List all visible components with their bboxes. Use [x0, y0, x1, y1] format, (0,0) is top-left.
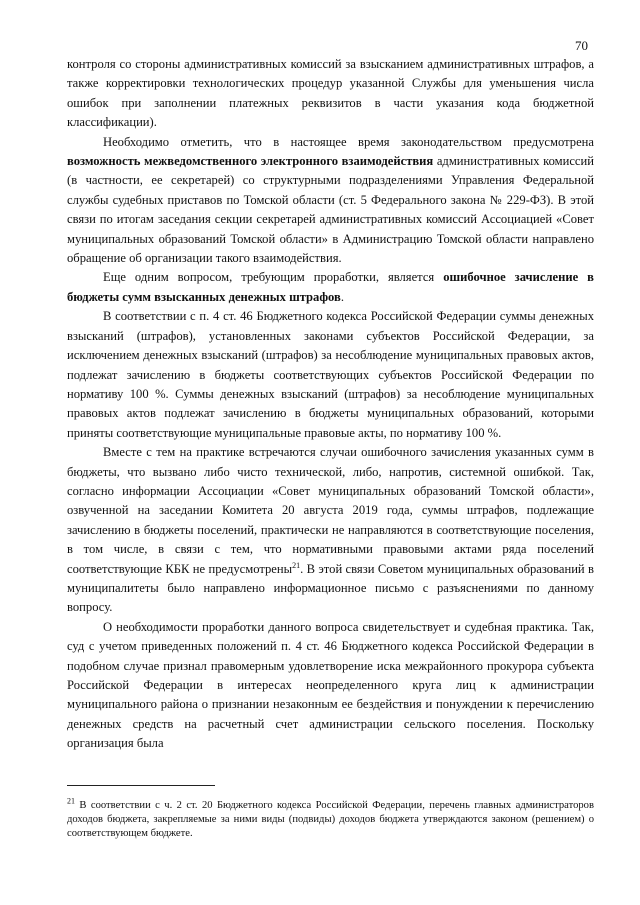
- paragraph-5-lead: Вместе с тем на практике встречаются случаи ошибочного зачисления указанных сумм в бюджеты, что вызвано либо чисто технической, либо, напротив, системной ошибкой. Так, согласно информации Ассоциации «Совет муниципальных образований Томской области», озвученной на заседании Комитета 20 августа 2019 года, суммы штрафов, подлежащие зачислению в бюджеты поселений, практически не направляются в соответствующие поселения, в том числе, в связи с тем, что нормативными правовыми актами ряда поселений соответствующие КБК не предусмотрены: [67, 445, 594, 576]
- paragraph-4: В соответствии с п. 4 ст. 46 Бюджетного кодекса Российской Федерации суммы денежных взысканий (штрафов), установленных законами субъектов Российской Федерации, за исключением денежных взысканий (штрафов) за несоблюдение муниципальных правовых актов, подлежат зачислению в бюджеты соответствующих субъектов Российской Федерации по нормативу 100 %. Суммы денежных взысканий (штрафов) за несоблюдение муниципальных правовых актов подлежат зачислению в бюджеты муниципальных образований, которыми приняты соответствующие муниципальные правовые акты, по нормативу 100 %.: [67, 309, 594, 440]
- paragraph-3-lead: Еще одним вопросом, требующим проработки, является: [103, 270, 444, 285]
- body-text: [67, 55, 594, 754]
- paragraph-3-emphasis: ошибочное зачисление в бюджеты сумм взысканных денежных штрафов: [67, 270, 594, 304]
- paragraph-5-rest: . В этой связи Советом муниципальных образований в муниципалитеты было направлено информационное письмо с разъяснениями по данному вопросу.: [67, 561, 594, 615]
- footnote-body: [67, 796, 594, 841]
- paragraph-1: контроля со стороны административных комиссий за взысканием административных штрафов, а также корректировки технологических процедур указанной Службы для уменьшения числа ошибок при заполнении платежных реквизитов в части указания кода бюджетной классификации).: [67, 57, 594, 130]
- paragraph-5: [67, 443, 594, 618]
- footnote-reference[interactable]: 21: [292, 560, 301, 570]
- paragraph-3-rest: .: [340, 289, 344, 304]
- paragraph-2: [67, 133, 594, 269]
- paragraph-2-rest: административных комиссий (в частности, ее секретарей) со структурными подразделениями Управления Федеральной службы судебных приставов по Томской области (ст. 5 Федерального закона № 229-ФЗ). В этой связи по итогам заседания секции секретарей административных комиссий Ассоциацией «Совет муниципальных образований Томской области» в Администрацию Томской области направлено обращение об организации такого взаимодействия.: [67, 154, 594, 266]
- footnote: [67, 796, 594, 841]
- footnote-number: 21: [67, 796, 75, 806]
- footnote-text: В соответствии с ч. 2 ст. 20 Бюджетного кодекса Российской Федерации, перечень главных администраторов доходов бюджета, закрепляемые за ними виды (подвиды) доходов бюджета утверждаются законом (решением) о соответствующем бюджете.: [67, 800, 594, 839]
- page-number: 70: [575, 38, 588, 53]
- footnote-divider: [67, 785, 215, 786]
- paragraph-2-emphasis: возможность межведомственного электронного взаимодействия: [67, 154, 434, 169]
- paragraph-3: [67, 268, 594, 307]
- paragraph-2-lead: Необходимо отметить, что в настоящее время законодательством предусмотрена: [103, 134, 594, 149]
- paragraph-6: О необходимости проработки данного вопроса свидетельствует и судебная практика. Так, суд с учетом приведенных положений п. 4 ст. 46 Бюджетного кодекса Российской Федерации в подобном случае признал правомерным удовлетворение иска межрайонного прокурора субъекта Российской Федерации в интересах неопределенного круга лиц к администрации муниципального района о признании незаконным ее бездействия и понуждении к перечислению денежных средств на расчетный счет администрации сельского поселения. Поскольку организация была: [67, 619, 594, 751]
